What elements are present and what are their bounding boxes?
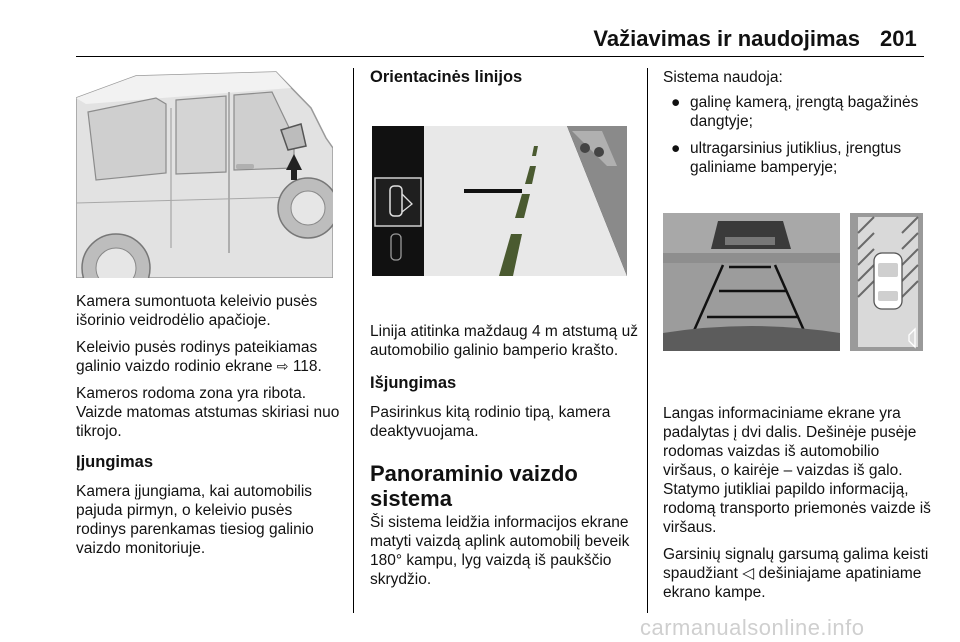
volume-text-start: Garsinių signalų garsumą galima keisti spaudžiant xyxy=(663,546,929,582)
camera-location-paragraph: Kamera sumontuota keleivio pusės išorinio veidrodėlio apačioje. xyxy=(76,293,318,329)
activation-paragraph: Kamera įjungiama, kai automobilis pajuda pirmyn, o keleivio pusės rodinys parenkamas tiesiog galinio vaizdo monitoriuje. xyxy=(76,483,314,557)
panoramic-screen xyxy=(663,213,923,351)
system-uses-intro: Sistema naudoja: xyxy=(663,69,783,86)
list-item xyxy=(663,93,933,131)
header-rule xyxy=(76,56,924,57)
activation-heading: Įjungimas xyxy=(76,453,154,471)
page-reference-icon: ⇨ xyxy=(276,358,289,374)
column-3-text xyxy=(663,404,933,610)
bullet-icon: ● xyxy=(671,94,681,111)
page-header-title: Važiavimas ir naudojimas xyxy=(593,26,860,51)
car-mirror-camera-figure xyxy=(76,68,333,278)
passenger-view-paragraph xyxy=(76,338,346,376)
page-reference-link[interactable]: 118. xyxy=(292,358,322,375)
column-1-text xyxy=(76,292,346,566)
watermark: carmanualsonline.info xyxy=(640,615,865,640)
screen-split-paragraph: Langas informaciniame ekrane yra padalytas į dvi dalis. Dešinėje pusėje rodomas vaizdas iš automobilio viršaus, o kairėje – vaizdas iš galo. Statymo jutikliai papildo informaciją, rodomą transporto priemonės vaizde iš viršaus. xyxy=(663,405,931,536)
volume-icon: ◁ xyxy=(742,565,755,582)
deactivation-paragraph: Pasirinkus kitą rodinio tipą, kamera deaktyvuojama. xyxy=(370,404,611,440)
column-2-text xyxy=(370,322,640,597)
page-number: 201 xyxy=(880,26,917,51)
column-divider-1 xyxy=(353,68,354,613)
orientation-lines-heading: Orientacinės linijos xyxy=(370,68,523,86)
orientation-lines-screen xyxy=(372,126,627,276)
volume-paragraph xyxy=(663,545,933,602)
deactivation-heading: Išjungimas xyxy=(370,374,457,392)
volume-text-end: dešiniajame apatiniame ekrano kampe. xyxy=(663,565,922,601)
camera-zone-paragraph: Kameros rodoma zona yra ribota. Vaizde matomas atstumas skiriasi nuo tikrojo. xyxy=(76,385,340,440)
column-divider-2 xyxy=(647,68,648,613)
orientation-lines-figure xyxy=(372,126,627,276)
panoramic-system-heading: Panoraminio vaizdo sistema xyxy=(370,461,578,511)
distance-paragraph: Linija atitinka maždaug 4 m atstumą už automobilio galinio bamperio krašto. xyxy=(370,323,638,359)
passenger-view-text: Keleivio pusės rodinys pateikiamas galinio vaizdo rodinio ekrane xyxy=(76,339,318,375)
system-components-list xyxy=(663,93,933,177)
list-item-text: galinę kamerą, įrengtą bagažinės dangtyje; xyxy=(690,94,919,130)
column-2-top xyxy=(370,68,640,97)
list-item-text: ultragarsinius jutiklius, įrengtus galiniame bamperyje; xyxy=(690,140,902,176)
list-item xyxy=(663,139,933,177)
car-side-illustration xyxy=(76,68,333,278)
column-3-top xyxy=(663,68,933,185)
bullet-icon: ● xyxy=(671,140,681,157)
panoramic-view-figure xyxy=(663,213,923,351)
panoramic-description-paragraph: Ši sistema leidžia informacijos ekrane matyti vaizdą aplink automobilį beveik 180° kampu, lyg vaizdą iš paukščio skrydžio. xyxy=(370,514,630,588)
